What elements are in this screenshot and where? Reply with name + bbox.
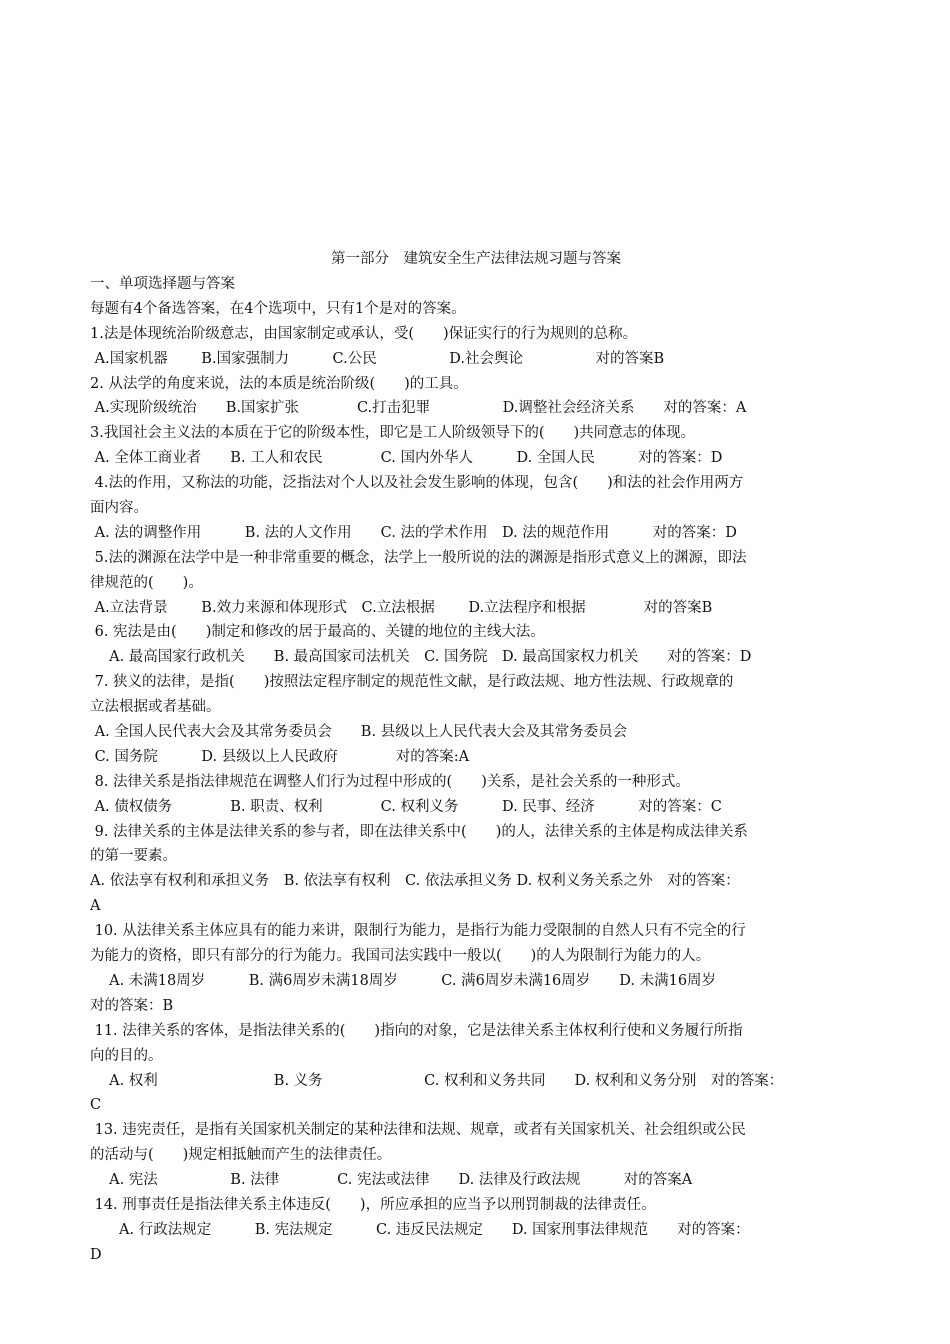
text-line: 的第一要素。 <box>90 848 177 865</box>
page-title: 第一部分 建筑安全生产法律法规习题与答案 <box>331 251 621 267</box>
text-line: A <box>90 898 101 915</box>
text-line: A. 全体工商业者 B. 工人和农民 C. 国内外华人 D. 全国人民 对的答案：D <box>90 450 723 467</box>
text-line: 3.我国社会主义法的本质在于它的阶级本性，即它是工人阶级领导下的( )共同意志的体现。 <box>90 425 696 442</box>
text-line: A. 债权债务 B. 职责、权利 C. 权利义务 D. 民事、经济 对的答案：C <box>90 798 722 815</box>
text-line: 2. 从法学的角度来说，法的本质是统治阶级( )的工具。 <box>90 375 468 392</box>
text-line: 11. 法律关系的客体，是指法律关系的( )指向的对象，它是法律关系主体权利行使和义务履行所指 <box>90 1022 743 1039</box>
section-heading: 一、单项选择题与答案 <box>90 276 235 292</box>
text-line: 8. 法律关系是指法律规范在调整人们行为过程中形成的( )关系，是社会关系的一种形式。 <box>90 773 690 790</box>
text-line: 10. 从法律关系主体应具有的能力来讲，限制行为能力，是指行为能力受限制的自然人只有不完全的行 <box>90 923 746 940</box>
text-line: C. 国务院 D. 县级以上人民政府 对的答案:A <box>90 748 470 765</box>
text-line: 律规范的( )。 <box>90 574 203 591</box>
text-line: 6. 宪法是由( )制定和修改的居于最高的、关键的地位的主线大法。 <box>90 624 545 641</box>
question-list <box>90 322 862 1268</box>
text-line: 4.法的作用，又称法的功能，泛指法对个人以及社会发生影响的体现，包含( )和法的社会作用两方 <box>90 475 744 492</box>
text-line: A. 法的调整作用 B. 法的人文作用 C. 法的学术作用 D. 法的规范作用 对的答案：D <box>90 524 737 541</box>
text-line: 13. 违宪责任，是指有关国家机关制定的某种法律和法规、规章，或者有关国家机关、社会组织或公民 <box>90 1122 746 1139</box>
text-line: 为能力的资格，即只有部分的行为能力。我国司法实践中一般以( )的人为限制行为能力的人。 <box>90 948 711 965</box>
text-line: D <box>90 1246 102 1263</box>
text-line: 1.法是体现统治阶级意志，由国家制定或承认，受( )保证实行的行为规则的总称。 <box>90 325 638 342</box>
text-line: A. 行政法规定 B. 宪法规定 C. 违反民法规定 D. 国家刑事法律规范 对的答案： <box>90 1221 750 1238</box>
text-line: 5.法的渊源在法学中是一种非常重要的概念，法学上一般所说的法的渊源是指形式意义上的渊源，即法 <box>90 549 747 566</box>
text-line: A. 全国人民代表大会及其常务委员会 B. 县级以上人民代表大会及其常务委员会 <box>90 724 628 741</box>
text-line: 14. 刑事责任是指法律关系主体违反( )，所应承担的应当予以刑罚制裁的法律责任。 <box>90 1196 656 1213</box>
instructions: 每题有4个备选答案，在4个选项中，只有1个是对的答案。 <box>90 300 466 317</box>
text-line: 7. 狭义的法律，是指( )按照法定程序制定的规范性文献，是行政法规、地方性法规、行政规章的 <box>90 674 734 691</box>
text-line: 面内容。 <box>90 500 148 517</box>
text-line: A. 宪法 B. 法律 C. 宪法或法律 D. 法律及行政法规 对的答案A <box>90 1172 693 1189</box>
text-line: A. 未满18周岁 B. 满6周岁未满18周岁 C. 满6周岁未满16周岁 D. 未满16周岁 <box>90 972 717 989</box>
text-line: A. 依法享有权利和承担义务 B. 依法享有权利 C. 依法承担义务 D. 权利义务关系之外 对的答案： <box>90 873 740 890</box>
text-line: A.实现阶级统治 B.国家扩张 C.打击犯罪 D.调整社会经济关系 对的答案：A <box>90 400 747 417</box>
text-line: 9. 法律关系的主体是法律关系的参与者，即在法律关系中( )的人，法律关系的主体是构成法律关系 <box>90 823 748 840</box>
text-line: C <box>90 1097 102 1114</box>
text-line: A. 最高国家行政机关 B. 最高国家司法机关 C. 国务院 D. 最高国家权力机关 对的答案：D <box>90 649 752 666</box>
text-line: A. 权利 B. 义务 C. 权利和义务共同 D. 权利和义务分别 对的答案： <box>90 1072 784 1089</box>
document-page <box>90 246 862 1268</box>
text-line: A.国家机器 B.国家强制力 C.公民 D.社会舆论 对的答案B <box>90 350 665 367</box>
text-line: A.立法背景 B.效力来源和体现形式 C.立法根据 D.立法程序和根据 对的答案B <box>90 599 713 616</box>
text-line: 对的答案：B <box>90 997 174 1014</box>
text-line: 向的目的。 <box>90 1047 163 1064</box>
text-line: 的活动与( )规定相抵触而产生的法律责任。 <box>90 1147 392 1164</box>
text-line: 立法根据或者基础。 <box>90 699 221 716</box>
